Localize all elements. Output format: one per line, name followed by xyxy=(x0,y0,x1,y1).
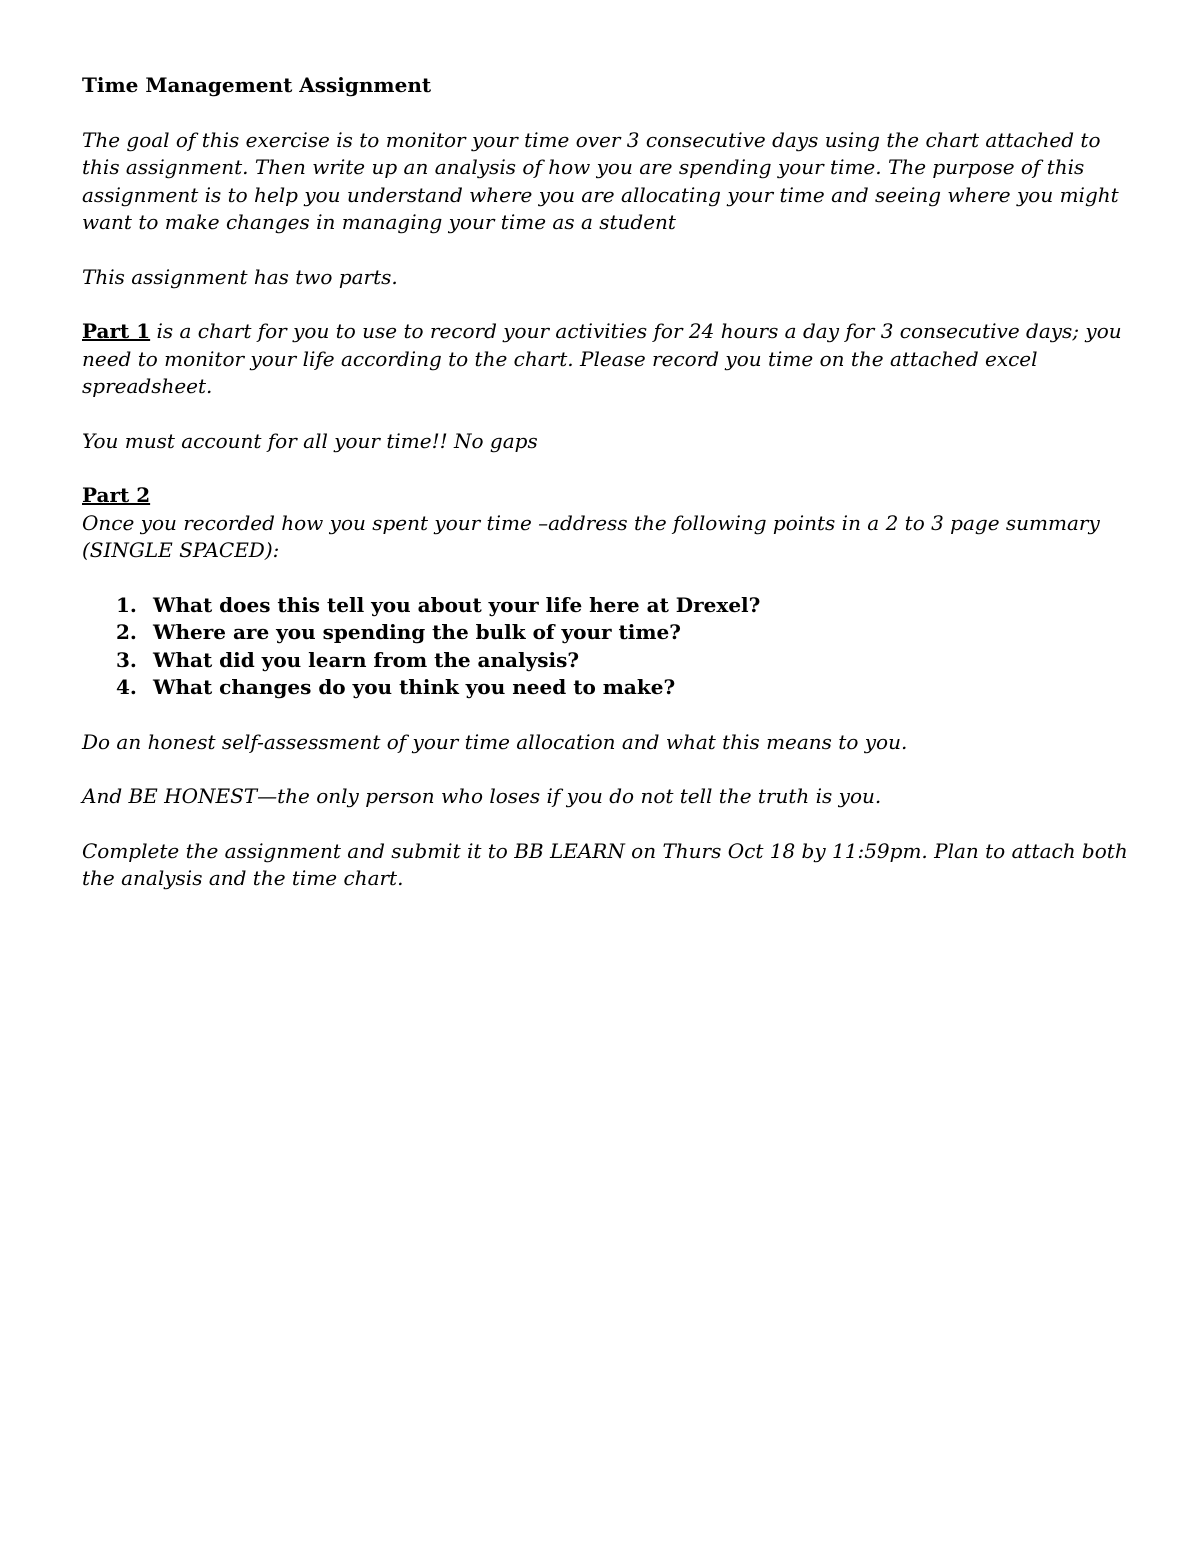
list-item xyxy=(82,619,1142,647)
list-item-text: What changes do you think you need to make? xyxy=(153,675,676,699)
document-title: Time Management Assignment xyxy=(82,73,432,97)
list-item xyxy=(82,674,1142,702)
list-item-number: 3. xyxy=(116,647,137,672)
list-item-number: 2. xyxy=(116,620,137,644)
list-item xyxy=(82,647,1142,675)
list-item xyxy=(82,592,1142,620)
list-item-number: 1. xyxy=(116,592,137,617)
intro-paragraph: The goal of this exercise is to monitor your time over 3 consecutive days using the chart attached to this assignment. Then write up an analysis of how you are spending your time. The purpose of this assignment is to help you understand where you are allocating your time and seeing where you might want to make changes in managing your time as a student xyxy=(82,127,1119,234)
self-assessment-note: Do an honest self-assessment of your time allocation and what this means to you. xyxy=(82,729,908,754)
list-item-text: What did you learn from the analysis? xyxy=(153,647,580,672)
list-item-number: 4. xyxy=(116,675,137,699)
list-item-text: Where are you spending the bulk of your time? xyxy=(153,620,681,644)
submission-instructions: Complete the assignment and submit it to BB LEARN on Thurs Oct 18 by 11:59pm. Plan to attach both the analysis and the time chart. xyxy=(82,838,1128,890)
part2-heading: Part 2 xyxy=(82,483,151,507)
questions-list xyxy=(82,592,1142,702)
part1-text: is a chart for you to use to record your activities for 24 hours a day for 3 consecutive days; you need to monitor your life according to the chart. Please record you time on the attached excel spreadsheet. xyxy=(82,319,1122,398)
part2-text: Once you recorded how you spent your time –address the following points in a 2 to 3 page summary (SINGLE SPACED): xyxy=(82,510,1100,562)
part1-paragraph xyxy=(82,318,1142,401)
be-honest-note: And BE HONEST—the only person who loses if you do not tell the truth is you. xyxy=(82,784,882,808)
two-parts-note: This assignment has two parts. xyxy=(82,264,398,289)
account-note: You must account for all your time!! No gaps xyxy=(82,428,538,453)
part1-label: Part 1 xyxy=(82,319,151,343)
document-body xyxy=(82,72,1142,920)
list-item-text: What does this tell you about your life here at Drexel? xyxy=(153,592,761,617)
